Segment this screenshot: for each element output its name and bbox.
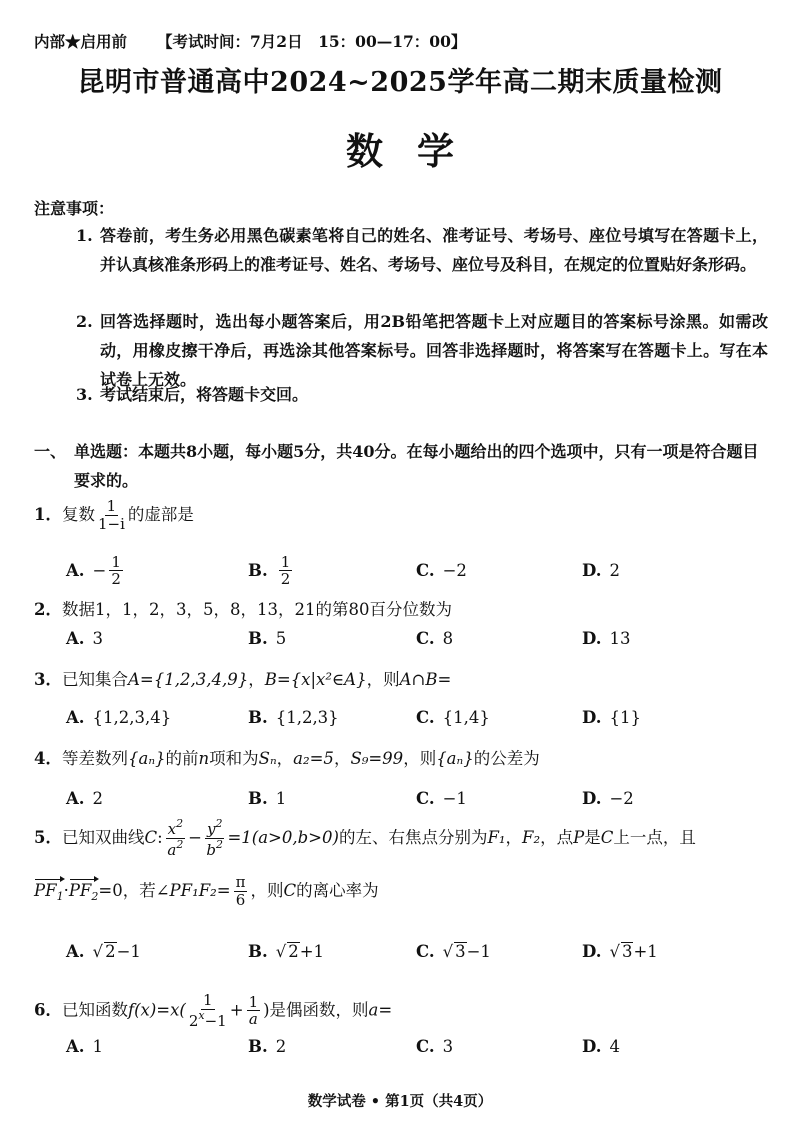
condition: a₂=5 [293,749,334,768]
question-number: 3． [34,670,62,689]
numerator: 1 [280,552,291,571]
stem-text: 项和为 [209,749,259,768]
question-3-options [66,698,766,738]
option-c: C. −2 [416,560,467,580]
stem-text: 是偶函数，则 [269,1000,369,1020]
section-single-choice [34,437,768,495]
denominator: 1−i [97,514,125,533]
notice-item-number: 2. [76,312,93,331]
question-number: 5． [34,827,62,847]
variable: n [198,749,210,768]
stem-text: 的前 [165,749,199,768]
option-value: {1} [609,707,641,727]
denominator: $b^2$ [206,837,224,859]
section-instructions: 单选题：本题共8小题，每小题5分，共40分。在每小题给出的四个选项中，只有一项是符合题目要求的。 [74,442,759,490]
stem-text: 上一点，且 [613,827,696,847]
option-value: −2 [442,560,467,580]
option-value: +1 [633,941,658,961]
option-value: {1,4} [442,707,490,727]
question-5-stem-line-2: $PF_1\cdot PF_2=0$，若∠PF₁F₂= $\frac{\pi}{6}$ ，则C的离心率为 [34,873,379,909]
option-value: 13 [609,628,631,648]
point: P [573,827,585,847]
numerator: 1 [111,552,121,571]
set-a: A={1,2,3,4,9} [127,670,249,689]
option-d: D. 4 [582,1036,620,1056]
stem-text: 数据1，1，2，3，5，8，13，21的第80百分位数为 [61,600,452,619]
notice-item-number: 1. [76,226,93,245]
stem-text: ，则 [366,670,400,689]
set-b: B={x|x²∈A} [264,670,367,689]
focus-2: F₂ [522,827,541,847]
confidential-mark: 内部★启用前 [34,32,128,51]
fraction [166,818,185,859]
stem-text: ，若 [122,880,156,900]
condition: S₉=99 [350,749,404,768]
stem-text: 等差数列 [61,749,128,768]
vector-pf1: $PF_1$ [34,880,64,903]
numerator: $x^2$ [167,817,184,838]
option-c: C. 8 [416,628,454,648]
option-b: B. {1,2,3} [248,707,339,727]
curve-name: C [283,880,297,900]
option-value: 2 [92,788,104,808]
question-number: 4． [34,749,62,768]
notice-item-number: 3. [76,385,93,404]
option-value: 2 [609,560,620,580]
denominator: $a^2$ [167,837,184,859]
exam-time: 【考试时间：7月2日 15：00—17：00】 [157,32,467,51]
option-value: −1 [466,941,491,961]
option-value: {1,2,3,4} [92,707,172,727]
option-a: A. √ 2 −1 [66,941,141,962]
question-2-options [66,619,766,659]
numerator: π [235,873,246,891]
option-d: D. √ 3 +1 [582,941,658,962]
operator: + [229,1000,244,1020]
section-number: 一、 [34,442,67,461]
option-a: A. − $\frac{1}{2}$ [66,552,121,589]
option-value: 3 [442,1036,454,1056]
denominator: 2 [280,570,291,589]
focus-1: F₁ [487,827,506,847]
stem-text: ，则 [250,880,284,900]
option-d: D. 2 [582,560,620,580]
question-1-stem [34,498,194,533]
numerator: 1 [106,497,117,515]
question-1-options [66,551,766,591]
notice-item-1 [76,221,768,279]
option-value: 1 [92,1036,104,1056]
curve-name: C [144,827,158,847]
option-c: C. 3 [416,1036,454,1056]
curve-name: C [600,827,614,847]
option-b: B. 2 [248,1036,287,1056]
option-b: B. √ 2 +1 [248,941,325,962]
notice-item-text: 考试结束后，将答题卡交回。 [100,385,309,404]
question-5-stem-line-1: 5．已知双曲线C: $\frac{x^2}{a^2}$ − $\frac{y^2}{b^2}$ =1(a>0,b>0)的左、右焦点分别为F₁，F₂，点P是C上一点，且 [34,817,696,859]
stem-text: 已知函数 [61,1000,128,1020]
question-2-stem [34,600,452,621]
option-c: C. √ 3 −1 [416,941,491,962]
option-value: 5 [275,628,287,648]
option-value: 2 [275,1036,287,1056]
page-footer: 数学试卷 • 第1页（共4页） [307,1093,493,1110]
numerator: 1 [248,992,259,1011]
stem-text: 的公差为 [473,749,540,768]
header-confidential-line [34,32,466,51]
stem-text: ， [248,670,265,689]
fraction [189,992,227,1030]
radicand: 3 [621,942,633,962]
option-value: −1 [116,941,141,961]
fraction [205,818,224,859]
denominator: $2^x-1$ [188,1008,227,1030]
stem-text: =0 [98,880,123,900]
expression: A∩B= [399,670,452,689]
stem-text: 的左、右焦点分别为 [338,827,488,847]
question-5-options [66,932,766,972]
question-4-stem: 4．等差数列{aₙ}的前n项和为Sₙ，a₂=5，S₉=99，则{aₙ}的公差为 [34,749,540,768]
radicand: 2 [288,942,299,962]
stem-text: 的虚部是 [127,504,194,524]
option-a: A. 2 [66,788,104,808]
fraction [109,554,123,589]
sign: − [92,560,107,580]
question-number: 1． [34,504,62,524]
fraction [234,874,248,909]
option-d: D. −2 [582,788,634,808]
subject-title: 数学 [346,129,488,173]
question-4-options [66,779,766,819]
option-c: C. −1 [416,788,467,808]
option-d: D. 13 [582,628,631,648]
stem-text: 已知集合 [61,670,128,689]
variable: Sₙ [258,749,277,768]
expression: a= [368,1000,393,1020]
question-number: 6． [34,1000,62,1020]
radicand: 2 [105,942,116,962]
exam-title: 昆明市普通高中2024~2025学年高二期末质量检测 [77,67,723,98]
sequence: {aₙ} [127,749,166,768]
option-value: 1 [275,788,287,808]
option-value: 3 [92,628,104,648]
vector-pf2: $PF_2$ [68,880,99,903]
radicand: 3 [455,942,466,962]
stem-text: 已知双曲线 [61,827,145,847]
option-d: D. {1} [582,707,641,727]
question-6-stem [34,992,392,1030]
denominator: 2 [111,570,121,589]
numerator: $y^2$ [206,817,223,838]
stem-text: ，则 [403,749,437,768]
option-c: C. {1,4} [416,707,490,727]
option-a: A. 3 [66,628,104,648]
option-value: 4 [609,1036,620,1056]
option-value: {1,2,3} [275,707,339,727]
option-b: B. $\frac{1}{2}$ [248,552,291,589]
function: f(x)=x( [127,1000,186,1020]
sequence: {aₙ} [436,749,474,768]
question-number: 2． [34,600,62,619]
angle: ∠PF₁F₂= [155,880,231,900]
stem-text: 是 [584,827,601,847]
stem-text: ，点 [540,827,574,847]
denominator: 6 [235,890,246,909]
option-b: B. 1 [248,788,287,808]
fraction [247,994,261,1029]
question-6-options [66,1027,766,1067]
stem-text: 的离心率为 [296,880,379,900]
notice-item-text: 回答选择题时，选出每小题答案后，用2B铅笔把答题卡上对应题目的答案标号涂黑。如需改动，用橡皮擦干净后，再选涂其他答案标号。回答非选择题时，将答案写在答题卡上。写在本试卷上无效。 [100,312,768,389]
denominator: a [248,1010,258,1028]
option-b: B. 5 [248,628,287,648]
stem-text: 复数 [61,504,95,524]
paren: ) [263,1000,270,1020]
notice-item-3 [76,380,768,409]
question-3-stem [34,670,451,691]
option-a: A. 1 [66,1036,104,1056]
notice-item-text: 答卷前，考生务必用黑色碳素笔将自己的姓名、准考证号、考场号、座位号填写在答题卡上，并认真核准条形码上的准考证号、姓名、考场号、座位号及科目，在规定的位置贴好条形码。 [100,226,768,274]
option-value: −2 [609,788,634,808]
option-value: −1 [442,788,467,808]
option-value: +1 [299,941,325,961]
numerator: 1 [203,991,213,1009]
option-value: 8 [442,628,454,648]
fraction [279,554,293,589]
fraction [98,498,125,533]
notice-heading: 注意事项： [34,199,115,218]
option-a: A. {1,2,3,4} [66,707,172,727]
condition: =1(a>0,b>0) [227,827,339,847]
